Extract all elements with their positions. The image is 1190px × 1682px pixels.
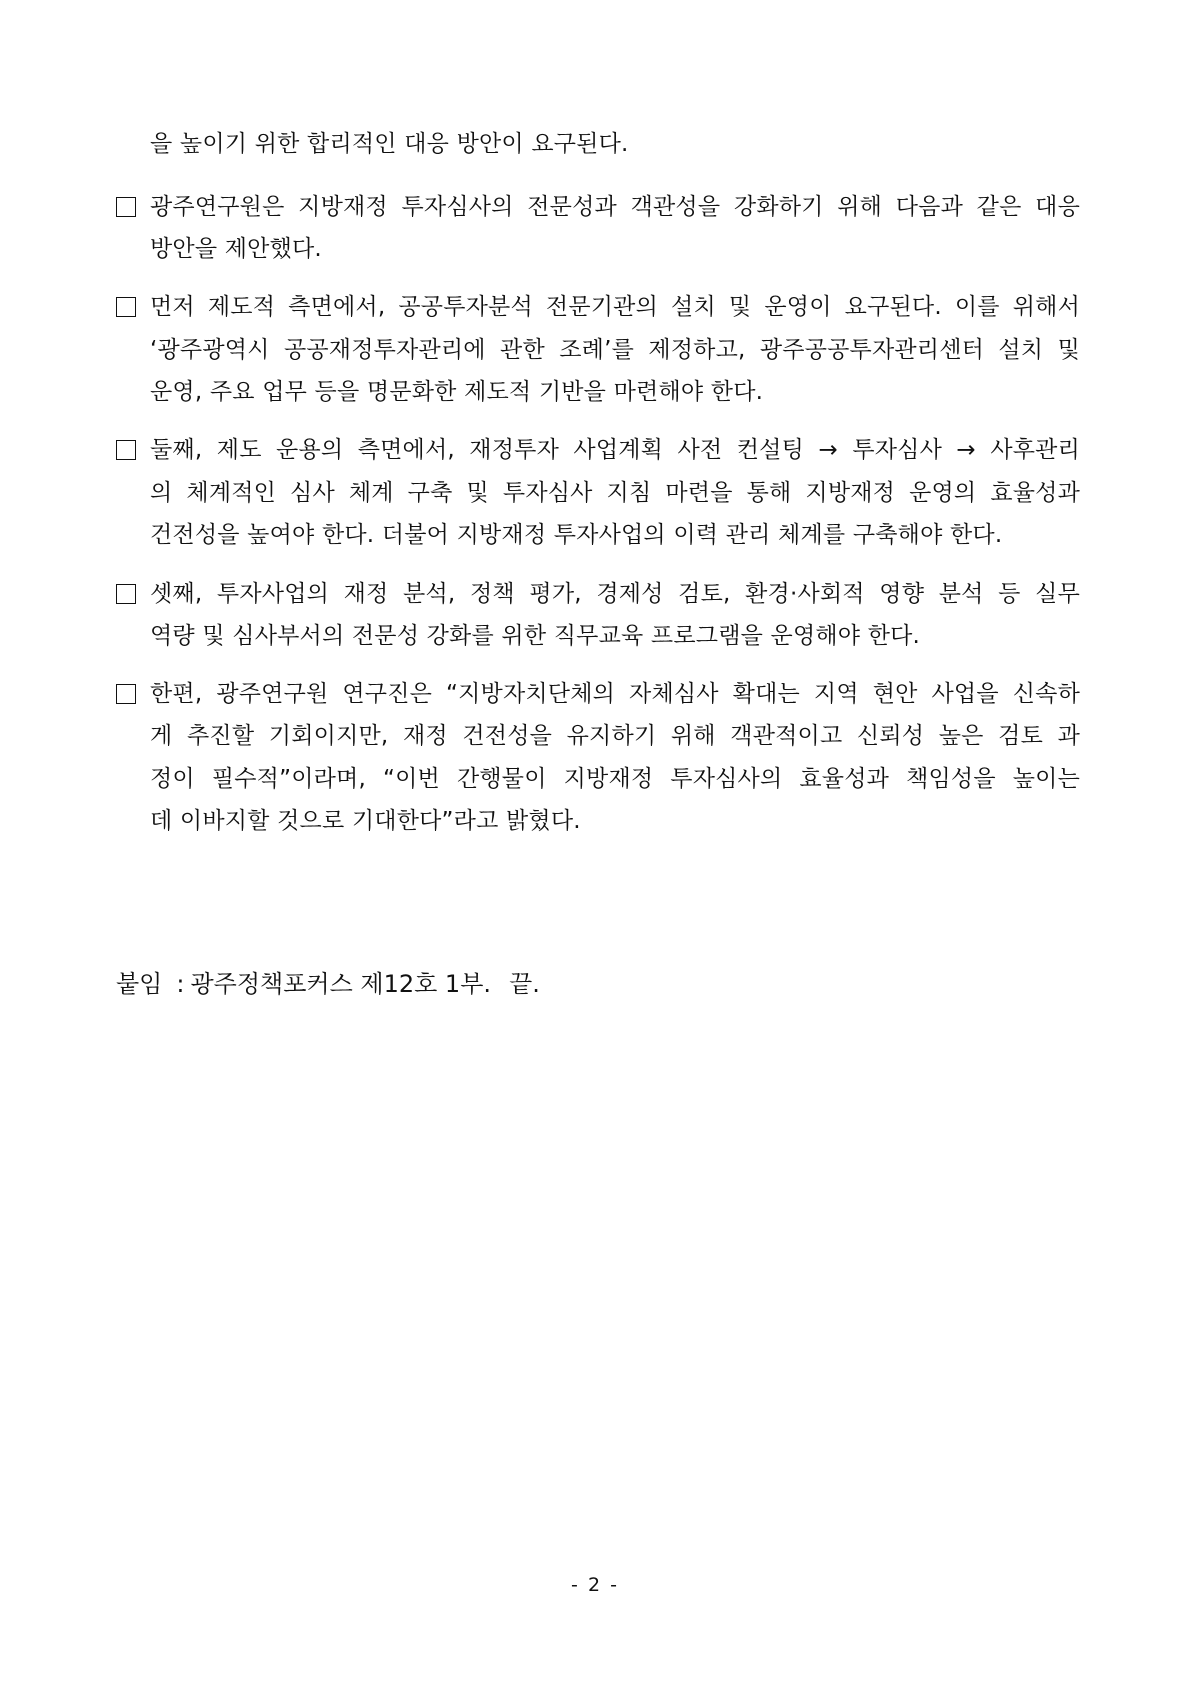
paragraph-2-line-1: ‘광주광역시 공공재정투자관리에 관한 조례’를 제정하고, 광주공공투자관리센터 설치 및 xyxy=(150,337,1080,363)
paragraph-5-line-0: 한편, 광주연구원 연구진은 “지방자치단체의 자체심사 확대는 지역 현안 사업을 신속하 xyxy=(150,681,1080,707)
paragraph-3-line-0: 둘째, 제도 운용의 측면에서, 재정투자 사업계획 사전 컨설팅 → 투자심사 → 사후관리 xyxy=(150,437,1080,463)
attachment-separator: : xyxy=(176,970,185,998)
paragraph-5-line-3: 데 이바지할 것으로 기대한다”라고 밝혔다. xyxy=(150,808,581,834)
page-number: - 2 - xyxy=(571,1574,619,1596)
checkbox-bullet-icon xyxy=(116,684,136,704)
paragraph-3-line-2: 건전성을 높여야 한다. 더불어 지방재정 투자사업의 이력 관리 체계를 구축해야 한다. xyxy=(150,522,1003,548)
paragraph-0-line-0: 을 높이기 위한 합리적인 대응 방안이 요구된다. xyxy=(150,131,629,157)
paragraph-3-line-1: 의 체계적인 심사 체계 구축 및 투자심사 지침 마련을 통해 지방재정 운영의 효율성과 xyxy=(150,480,1080,506)
paragraph-2-line-0: 먼저 제도적 측면에서, 공공투자분석 전문기관의 설치 및 운영이 요구된다. 이를 위해서 xyxy=(150,294,1080,320)
checkbox-bullet-icon xyxy=(116,297,136,317)
checkbox-bullet-icon xyxy=(116,584,136,604)
paragraph-4-line-1: 역량 및 심사부서의 전문성 강화를 위한 직무교육 프로그램을 운영해야 한다. xyxy=(150,623,921,649)
paragraph-1-line-0: 광주연구원은 지방재정 투자심사의 전문성과 객관성을 강화하기 위해 다음과 같은 대응 xyxy=(150,194,1080,220)
attachment-text: 광주정책포커스 제12호 1부. xyxy=(190,970,492,998)
checkbox-bullet-icon xyxy=(116,197,136,217)
attachment-line xyxy=(116,968,540,1000)
paragraph-5-line-2: 정이 필수적”이라며, “이번 간행물이 지방재정 투자심사의 효율성과 책임성을 높이는 xyxy=(150,766,1080,792)
paragraph-1-line-1: 방안을 제안했다. xyxy=(150,236,322,262)
paragraph-2-line-2: 운영, 주요 업무 등을 명문화한 제도적 기반을 마련해야 한다. xyxy=(150,379,764,405)
attachment-end: 끝. xyxy=(509,970,540,998)
checkbox-bullet-icon xyxy=(116,440,136,460)
paragraph-5-line-1: 게 추진할 기회이지만, 재정 건전성을 유지하기 위해 객관적이고 신뢰성 높은 검토 과 xyxy=(150,723,1080,749)
attachment-label: 붙임 xyxy=(116,970,163,998)
paragraph-4-line-0: 셋째, 투자사업의 재정 분석, 정책 평가, 경제성 검토, 환경·사회적 영향 분석 등 실무 xyxy=(150,581,1080,607)
